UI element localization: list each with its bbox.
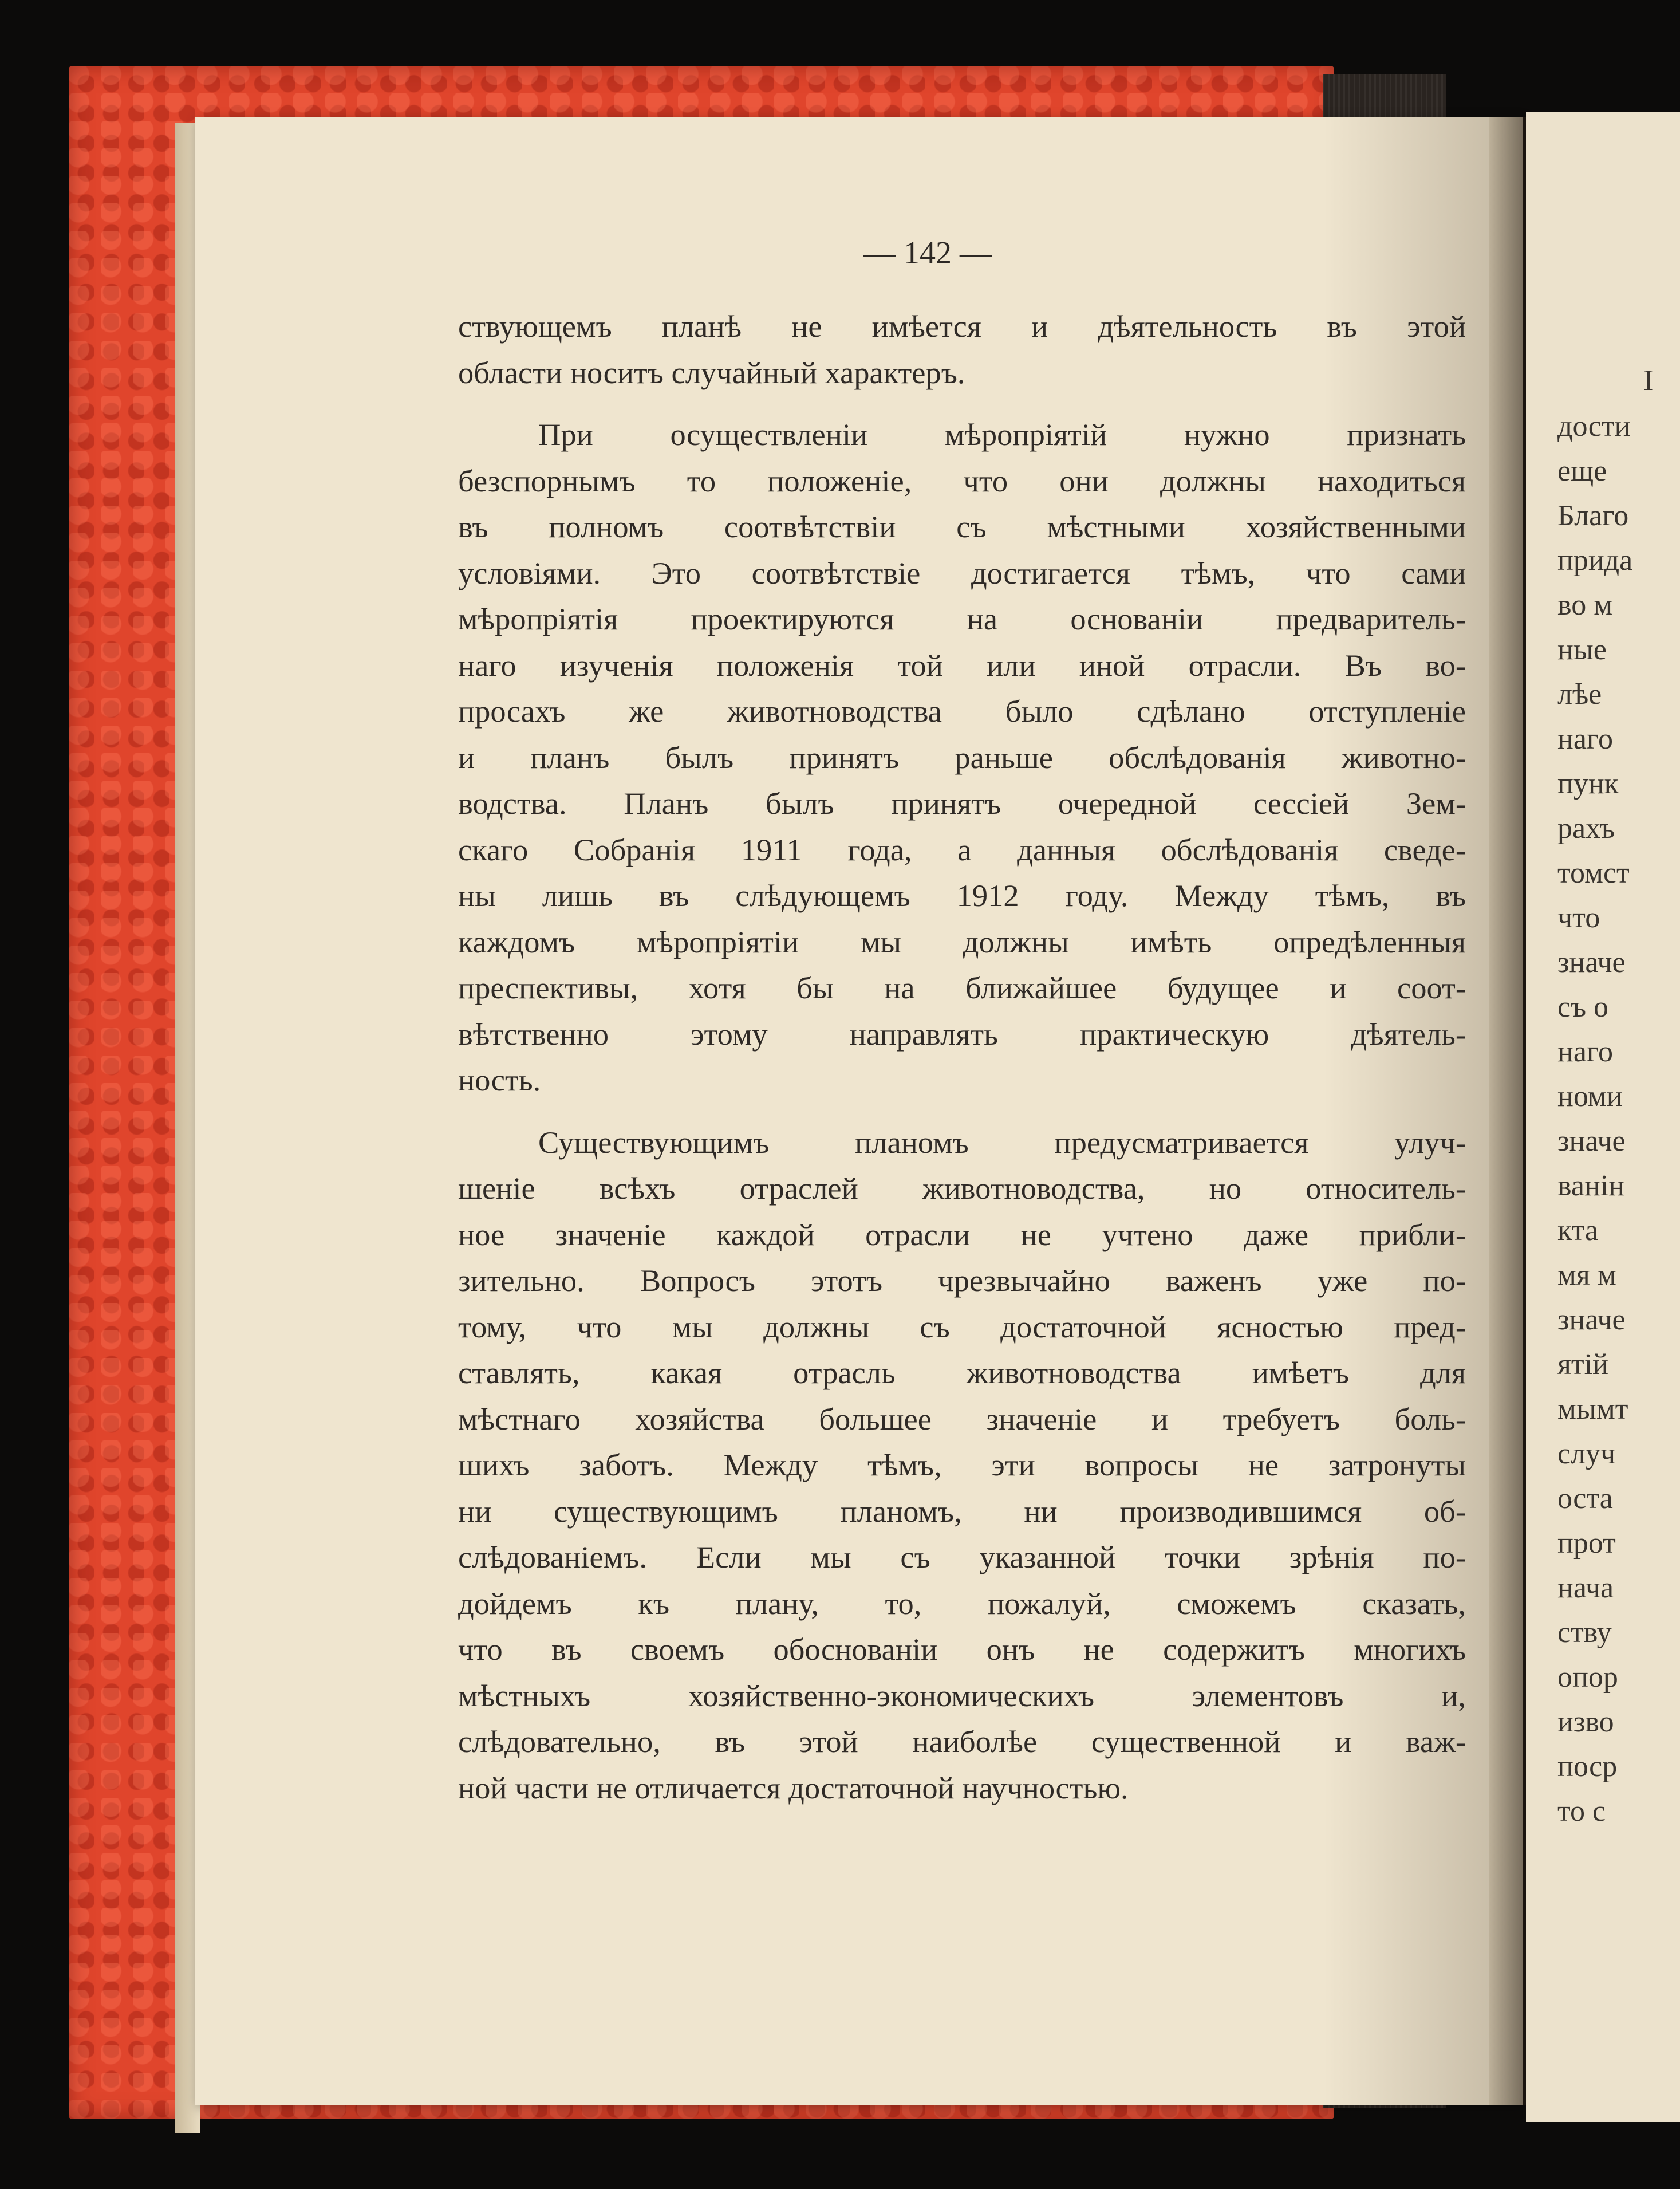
facing-page: [1526, 112, 1680, 2122]
facing-page-fragment: во м: [1557, 589, 1613, 621]
text-line: преспективы, хотя бы на ближайшее будущее и соот-: [458, 970, 1466, 1005]
page-gutter-shadow: [1489, 117, 1529, 2105]
facing-page-fragment: прот: [1557, 1527, 1616, 1560]
text-line: мѣстнаго хозяйства большее значеніе и требуетъ боль-: [458, 1401, 1466, 1436]
text-line: шихъ заботъ. Между тѣмъ, эти вопросы не затронуты: [458, 1447, 1466, 1482]
facing-page-fragment: прида: [1557, 544, 1633, 577]
text-line: ны лишь въ слѣдующемъ 1912 году. Между тѣмъ, въ: [458, 878, 1466, 913]
facing-page-fragment: наго: [1557, 723, 1613, 755]
facing-page-fragment: оста: [1557, 1482, 1613, 1515]
text-line: слѣдовательно, въ этой наиболѣе существенной и важ-: [458, 1724, 1466, 1759]
text-line: ное значеніе каждой отрасли не учтено даже прибли-: [458, 1216, 1466, 1252]
text-line: шеніе всѣхъ отраслей животноводства, но относитель-: [458, 1171, 1466, 1206]
facing-page-fragment: рахъ: [1557, 812, 1615, 845]
facing-page-fragment: лѣе: [1557, 678, 1602, 711]
facing-page-fragment: нача: [1557, 1572, 1614, 1604]
text-line: просахъ же животноводства было сдѣлано отступленіе: [458, 694, 1466, 729]
paragraph: [458, 304, 1466, 396]
facing-page-fragment: еще: [1557, 455, 1607, 487]
text-line: въ полномъ соотвѣтствіи съ мѣстными хозяйственными: [458, 509, 1466, 544]
text-line: наго изученія положенія той или иной отрасли. Въ во-: [458, 647, 1466, 683]
facing-page-fragment: ству: [1557, 1616, 1612, 1649]
facing-page-fragment: ные: [1557, 633, 1607, 666]
text-line: зительно. Вопросъ этотъ чрезвычайно важенъ уже по-: [458, 1263, 1466, 1298]
text-line: ность.: [458, 1062, 541, 1097]
text-line: дойдемъ къ плану, то, пожалуй, сможемъ сказать,: [458, 1585, 1466, 1621]
facing-page-fragment: что: [1557, 901, 1600, 934]
facing-page-fragment: значе: [1557, 1304, 1626, 1336]
facing-page-fragment: кта: [1557, 1214, 1599, 1247]
text-line: мѣропріятія проектируются на основаніи предваритель-: [458, 601, 1466, 636]
text-line: мѣстныхъ хозяйственно-экономическихъ элементовъ и,: [458, 1678, 1466, 1713]
text-line: безспорнымъ то положеніе, что они должны находиться: [458, 463, 1466, 498]
facing-page-fragment: то с: [1557, 1795, 1606, 1828]
facing-page-fragment: томст: [1557, 857, 1630, 889]
paragraph: [458, 1120, 1466, 1812]
text-line: скаго Собранія 1911 года, а данныя обслѣдованія сведе-: [458, 832, 1466, 867]
text-line: области носитъ случайный характеръ.: [458, 355, 965, 390]
text-line: вѣтственно этому направлять практическую дѣятель-: [458, 1016, 1466, 1052]
facing-page-fragment: Благо: [1557, 499, 1629, 532]
text-line: При осуществленіи мѣропріятій нужно признать: [538, 417, 1466, 452]
facing-page-fragment: ванін: [1557, 1170, 1625, 1202]
text-line: и планъ былъ принятъ раньше обслѣдованія животно-: [458, 739, 1466, 775]
facing-page-fragment: ятій: [1557, 1348, 1608, 1381]
page-number: — 142 —: [863, 235, 992, 271]
facing-page-fragment: поср: [1557, 1750, 1618, 1783]
page-text: [458, 304, 1466, 1811]
facing-page-fragment: съ о: [1557, 991, 1608, 1023]
facing-page-fragment: значе: [1557, 1125, 1626, 1158]
text-line: водства. Планъ былъ принятъ очередной сессіей Зем-: [458, 786, 1466, 821]
facing-page-fragment: дости: [1557, 410, 1631, 443]
text-line: ставлять, какая отрасль животноводства имѣетъ для: [458, 1355, 1466, 1390]
facing-page-fragment: случ: [1557, 1438, 1616, 1470]
text-line: ни существующимъ планомъ, ни производившимся об-: [458, 1493, 1466, 1529]
facing-page-fragment: номи: [1557, 1080, 1623, 1113]
text-line: Существующимъ планомъ предусматривается улуч-: [538, 1124, 1466, 1160]
text-line: что въ своемъ обоснованіи онъ не содержитъ многихъ: [458, 1632, 1466, 1667]
paragraph: [458, 412, 1466, 1104]
facing-page-fragment: наго: [1557, 1036, 1613, 1068]
text-line: ствующемъ планѣ не имѣется и дѣятельность въ этой: [458, 309, 1466, 344]
text-line: каждомъ мѣропріятіи мы должны имѣть опредѣленныя: [458, 924, 1466, 959]
facing-page-fragment: значе: [1557, 946, 1626, 979]
facing-page-fragment: изво: [1557, 1706, 1614, 1738]
text-line: тому, что мы должны съ достаточной ясностью пред-: [458, 1309, 1466, 1344]
facing-page-fragment: І: [1643, 364, 1654, 397]
text-line: ной части не отличается достаточной научностью.: [458, 1770, 1129, 1805]
facing-page-fragment: мымт: [1557, 1393, 1628, 1426]
text-line: условіями. Это соотвѣтствіе достигается тѣмъ, что сами: [458, 555, 1466, 590]
facing-page-fragment: опор: [1557, 1661, 1618, 1694]
facing-page-fragment: пунк: [1557, 767, 1619, 800]
text-line: слѣдованіемъ. Если мы съ указанной точки зрѣнія по-: [458, 1540, 1466, 1574]
facing-page-fragment: мя м: [1557, 1259, 1616, 1292]
